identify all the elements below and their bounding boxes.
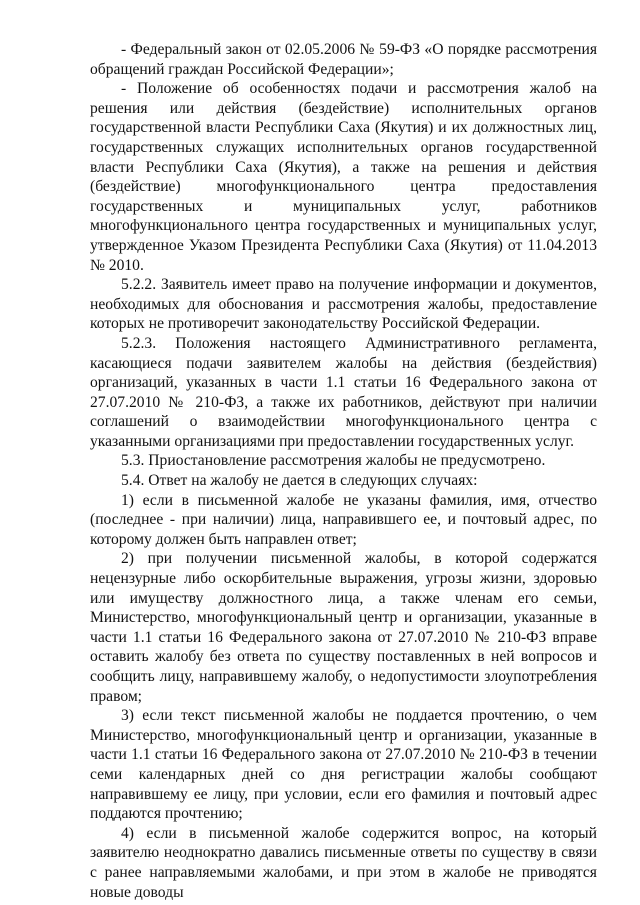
paragraph-complaint-regulation: - Положение об особенностях подачи и рассмотрения жалоб на решения или действия (бездействие) исполнительных органов государственной власти Республики Саха (Якутия) и их должностных лиц, государственных служащих исполнительных органов государственной власти Республики Саха (Якутия), а также на решения и действия (бездействие) многофункционального центра предоставления государственных и муниципальных услуг, работников многофункционального центра государственных и муниципальных услуг, утвержденное Указом Президента Республики Саха (Якутия) от 11.04.2013 № 2010. — [90, 80, 597, 274]
paragraph-case-4: 4) если в письменной жалобе содержится вопрос, на который заявителю неоднократно давались письменные ответы по существу в связи с ранее направляемыми жалобами, и при этом в жалобе не приводятся новые доводы — [90, 824, 597, 901]
document-page — [90, 40, 597, 902]
paragraph-case-2: 2) при получении письменной жалобы, в которой содержатся нецензурные либо оскорбительные выражения, угрозы жизни, здоровью или имуществу должностного лица, а также членам его семьи, Министерство, многофункциональный центр и организации, указанные в части 1.1 статьи 16 Федерального закона от 27.07.2010 № 210-ФЗ вправе оставить жалобу без ответа по существу поставленных в ней вопросов и сообщить лицу, направившему жалобу, о недопустимости злоупотребления правом; — [90, 550, 597, 705]
paragraph-5-3: 5.3. Приостановление рассмотрения жалобы не предусмотрено. — [121, 452, 546, 470]
paragraph-case-3: 3) если текст письменной жалобы не поддается прочтению, о чем Министерство, многофункциональный центр и организации, указанные в части 1.1 статьи 16 Федерального закона от 27.07.2010 № 210-ФЗ в течении семи календарных дней со дня регистрации жалобы сообщают направившему ее лицу, при условии, если его фамилия и почтовый адрес поддаются прочтению; — [90, 707, 597, 823]
paragraph-5-4: 5.4. Ответ на жалобу не дается в следующих случаях: — [121, 472, 478, 490]
paragraph-5-2-3: 5.2.3. Положения настоящего Административного регламента, касающиеся подачи заявителем жалобы на действия (бездействия) организаций, указанных в части 1.1 статьи 16 Федерального закона от 27.07.2010 № 210-ФЗ, а также их работников, действуют при наличии соглашений о взаимодействии многофункционального центра с указанными организациями при предоставлении государственных услуг. — [90, 334, 597, 450]
paragraph-case-1: 1) если в письменной жалобе не указаны фамилия, имя, отчество (последнее - при наличии) лица, направившего ее, и почтовый адрес, по которому должен быть направлен ответ; — [90, 491, 597, 548]
paragraph-law-59fz: - Федеральный закон от 02.05.2006 № 59-ФЗ «О порядке рассмотрения обращений граждан Российской Федерации»; — [90, 41, 597, 78]
paragraph-5-2-2: 5.2.2. Заявитель имеет право на получение информации и документов, необходимых для обоснования и рассмотрения жалобы, предоставление которых не противоречит законодательству Российской Федерации. — [90, 276, 597, 333]
